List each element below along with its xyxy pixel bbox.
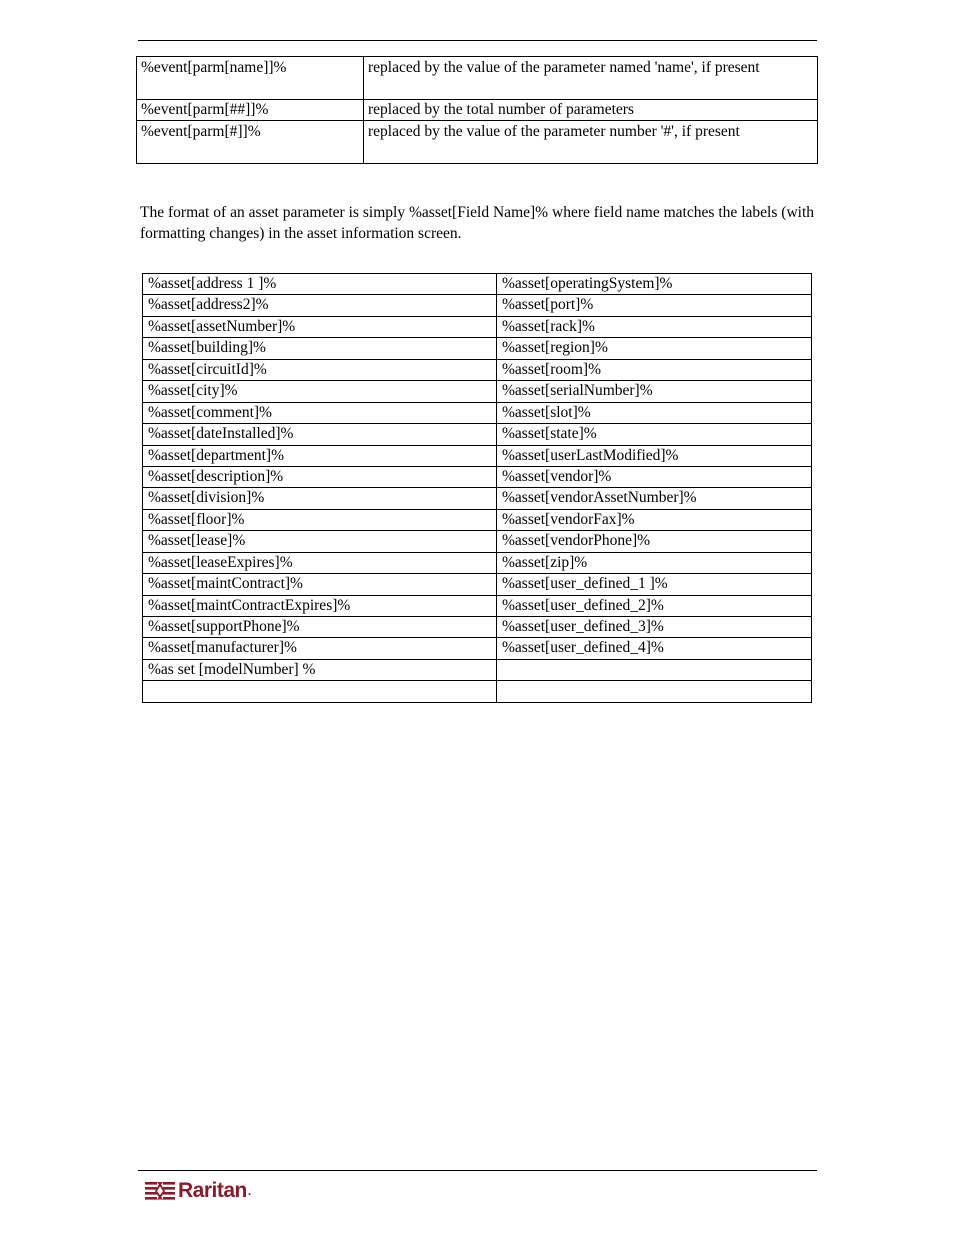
asset-param-left: %asset[city]%	[143, 381, 497, 402]
table-row	[143, 595, 812, 616]
asset-param-left: %asset[address2]%	[143, 295, 497, 316]
asset-param-right: %asset[user_defined_4]%	[497, 638, 812, 659]
table-row	[143, 531, 812, 552]
asset-param-left: %asset[floor]%	[143, 509, 497, 530]
event-param-description: replaced by the value of the parameter number '#', if present	[364, 121, 818, 164]
asset-param-left: %asset[department]%	[143, 445, 497, 466]
table-row	[137, 121, 818, 164]
table-row	[143, 552, 812, 573]
table-row	[143, 466, 812, 487]
asset-param-right: %asset[region]%	[497, 338, 812, 359]
asset-param-right: %asset[rack]%	[497, 316, 812, 337]
table-row	[143, 316, 812, 337]
table-row	[143, 617, 812, 638]
asset-param-right: %asset[user_defined_1 ]%	[497, 574, 812, 595]
table-row	[143, 574, 812, 595]
asset-param-right: %asset[vendor]%	[497, 466, 812, 487]
asset-parameter-table	[142, 273, 812, 703]
asset-param-left: %asset[manufacturer]%	[143, 638, 497, 659]
asset-param-right: %asset[slot]%	[497, 402, 812, 423]
asset-param-left: %asset[leaseExpires]%	[143, 552, 497, 573]
event-param-description: replaced by the value of the parameter named 'name', if present	[364, 57, 818, 100]
table-row	[143, 488, 812, 509]
asset-param-right: %asset[vendorAssetNumber]%	[497, 488, 812, 509]
table-row	[143, 274, 812, 295]
event-param-description: replaced by the total number of parameters	[364, 100, 818, 121]
asset-param-left: %asset[description]%	[143, 466, 497, 487]
table-row	[143, 445, 812, 466]
table-row	[137, 57, 818, 100]
asset-param-left: %asset[address 1 ]%	[143, 274, 497, 295]
asset-param-left: %asset[lease]%	[143, 531, 497, 552]
table-row	[143, 638, 812, 659]
table-row	[143, 381, 812, 402]
asset-param-left: %asset[maintContract]%	[143, 574, 497, 595]
table-row	[137, 100, 818, 121]
asset-param-right: %asset[port]%	[497, 295, 812, 316]
logo-dot: .	[247, 1184, 252, 1198]
table-row	[143, 359, 812, 380]
asset-param-right: %asset[zip]%	[497, 552, 812, 573]
asset-param-left: %asset[supportPhone]%	[143, 617, 497, 638]
event-param-code: %event[parm[#]]%	[137, 121, 364, 164]
table-row	[143, 402, 812, 423]
table-row	[143, 509, 812, 530]
asset-param-left: %asset[assetNumber]%	[143, 316, 497, 337]
raritan-logo	[145, 1179, 251, 1203]
footer-rule	[138, 1170, 817, 1171]
asset-param-right	[497, 681, 812, 702]
asset-param-left	[143, 681, 497, 702]
event-param-code: %event[parm[##]]%	[137, 100, 364, 121]
asset-param-left: %as set [modelNumber] %	[143, 659, 497, 680]
asset-param-right: %asset[room]%	[497, 359, 812, 380]
event-parameter-table	[136, 56, 818, 164]
table-row	[143, 681, 812, 702]
asset-param-right: %asset[userLastModified]%	[497, 445, 812, 466]
asset-param-right: %asset[state]%	[497, 424, 812, 445]
asset-param-left: %asset[comment]%	[143, 402, 497, 423]
header-rule	[138, 40, 817, 41]
asset-param-left: %asset[building]%	[143, 338, 497, 359]
table-row	[143, 659, 812, 680]
asset-param-right: %asset[operatingSystem]%	[497, 274, 812, 295]
table-row	[143, 424, 812, 445]
asset-param-right: %asset[user_defined_3]%	[497, 617, 812, 638]
asset-param-right: %asset[user_defined_2]%	[497, 595, 812, 616]
asset-param-left: %asset[maintContractExpires]%	[143, 595, 497, 616]
table-row	[143, 295, 812, 316]
asset-param-left: %asset[dateInstalled]%	[143, 424, 497, 445]
table-row	[143, 338, 812, 359]
asset-param-right	[497, 659, 812, 680]
asset-param-right: %asset[serialNumber]%	[497, 381, 812, 402]
asset-format-paragraph: The format of an asset parameter is simply %asset[Field Name]% where field name matches the labels (with formatting changes) in the asset information screen.	[140, 204, 814, 242]
logo-wordmark: Raritan	[178, 1179, 247, 1202]
event-param-code: %event[parm[name]]%	[137, 57, 364, 100]
asset-param-right: %asset[vendorPhone]%	[497, 531, 812, 552]
asset-param-left: %asset[division]%	[143, 488, 497, 509]
asset-param-right: %asset[vendorFax]%	[497, 509, 812, 530]
raritan-logo-icon	[145, 1180, 175, 1202]
asset-param-left: %asset[circuitId]%	[143, 359, 497, 380]
